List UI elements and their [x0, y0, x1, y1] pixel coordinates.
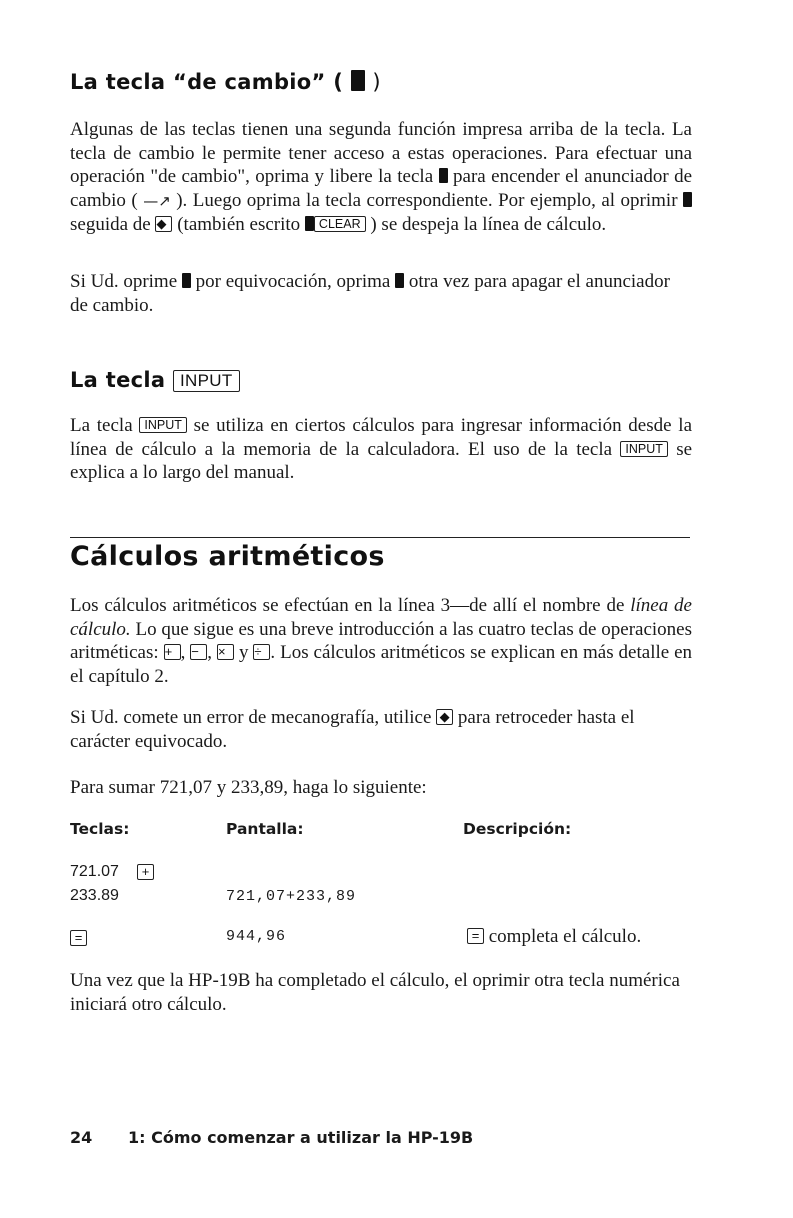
shift-key-paragraph-2: Si Ud. oprime por equivocación, oprima otra vez para apagar el anunciador de cambio. [70, 271, 670, 316]
example-intro: Para sumar 721,07 y 233,89, haga lo siguiente: [70, 777, 427, 798]
chapter-title: 1: Cómo comenzar a utilizar la HP-19B [128, 1128, 474, 1147]
page-number: 24 [70, 1128, 93, 1147]
arithmetic-paragraph: Los cálculos aritméticos se efectúan en la línea 3—de allí el nombre de línea de cálculo. Lo que sigue es una breve introducción a las cuatro teclas de operaciones aritméticas: + , − , × y ÷ . Los cálculos aritméticos se explican en más detalle en el capítulo 2. [70, 595, 693, 687]
page-footer [70, 1128, 473, 1147]
shift-key-icon [305, 216, 314, 231]
backspace-paragraph: Si Ud. comete un error de mecanografía, utilice ◆ para retroceder hasta el carácter equivocado. [70, 707, 635, 752]
equals-key-icon: = [467, 928, 484, 944]
input-key-icon: INPUT [620, 441, 668, 457]
clear-key-icon: CLEAR [314, 216, 366, 232]
backspace-key-icon: ◆ [155, 216, 172, 232]
row-display: 721,07+233,89 [226, 888, 357, 905]
row-keys: 721.07 [70, 863, 119, 880]
input-key-icon: INPUT [173, 370, 240, 392]
shift-key-icon [395, 273, 404, 288]
shift-key-icon [683, 192, 692, 207]
shift-key-icon [351, 70, 365, 91]
section-heading-input-key: La tecla INPUT [70, 368, 240, 392]
plus-key-icon: + [164, 644, 181, 660]
table-header-description: Descripción: [463, 820, 572, 838]
section-heading-shift-key: La tecla “de cambio” ( ) [70, 70, 381, 94]
row-description: = completa el cálculo. [467, 926, 641, 948]
backspace-key-icon: ◆ [436, 709, 453, 725]
table-header-keys: Teclas: [70, 820, 130, 838]
shift-key-paragraph: Algunas de las teclas tienen una segunda función impresa arriba de la tecla. La tecla de cambio le permite tener acceso a estas operaciones. Para efectuar una operación "de cambio", oprima y libere la tecla para encender el anunciador de cambio ( —↗ ). Luego oprima la tecla correspondiente. Por ejemplo, al oprimir seguida de ◆ (también escrito CLEAR ) se despeja la línea de cálculo. [70, 119, 693, 235]
table-header-display: Pantalla: [226, 820, 304, 838]
times-key-icon: × [217, 644, 234, 660]
input-key-paragraph: La tecla INPUT se utiliza en ciertos cálculos para ingresar información desde la línea de cálculo a la memoria de la calculadora. El uso de la tecla INPUT se explica a lo largo del manual. [70, 415, 693, 483]
section-heading-arithmetic: Cálculos aritméticos [70, 541, 385, 572]
shift-key-icon [439, 168, 448, 183]
equals-key-icon: = [70, 930, 87, 946]
row-keys: 233.89 [70, 887, 119, 904]
shift-key-icon [182, 273, 191, 288]
section-divider [70, 537, 690, 538]
minus-key-icon: − [190, 644, 207, 660]
plus-key-icon: + [137, 864, 154, 880]
completion-paragraph: Una vez que la HP-19B ha completado el cálculo, el oprimir otra tecla numérica iniciará otro cálculo. [70, 970, 680, 1015]
divide-key-icon: ÷ [253, 644, 270, 660]
shift-annunciator-icon: —↗ [143, 191, 171, 210]
input-key-icon: INPUT [139, 417, 187, 433]
row-display: 944,96 [226, 928, 287, 945]
